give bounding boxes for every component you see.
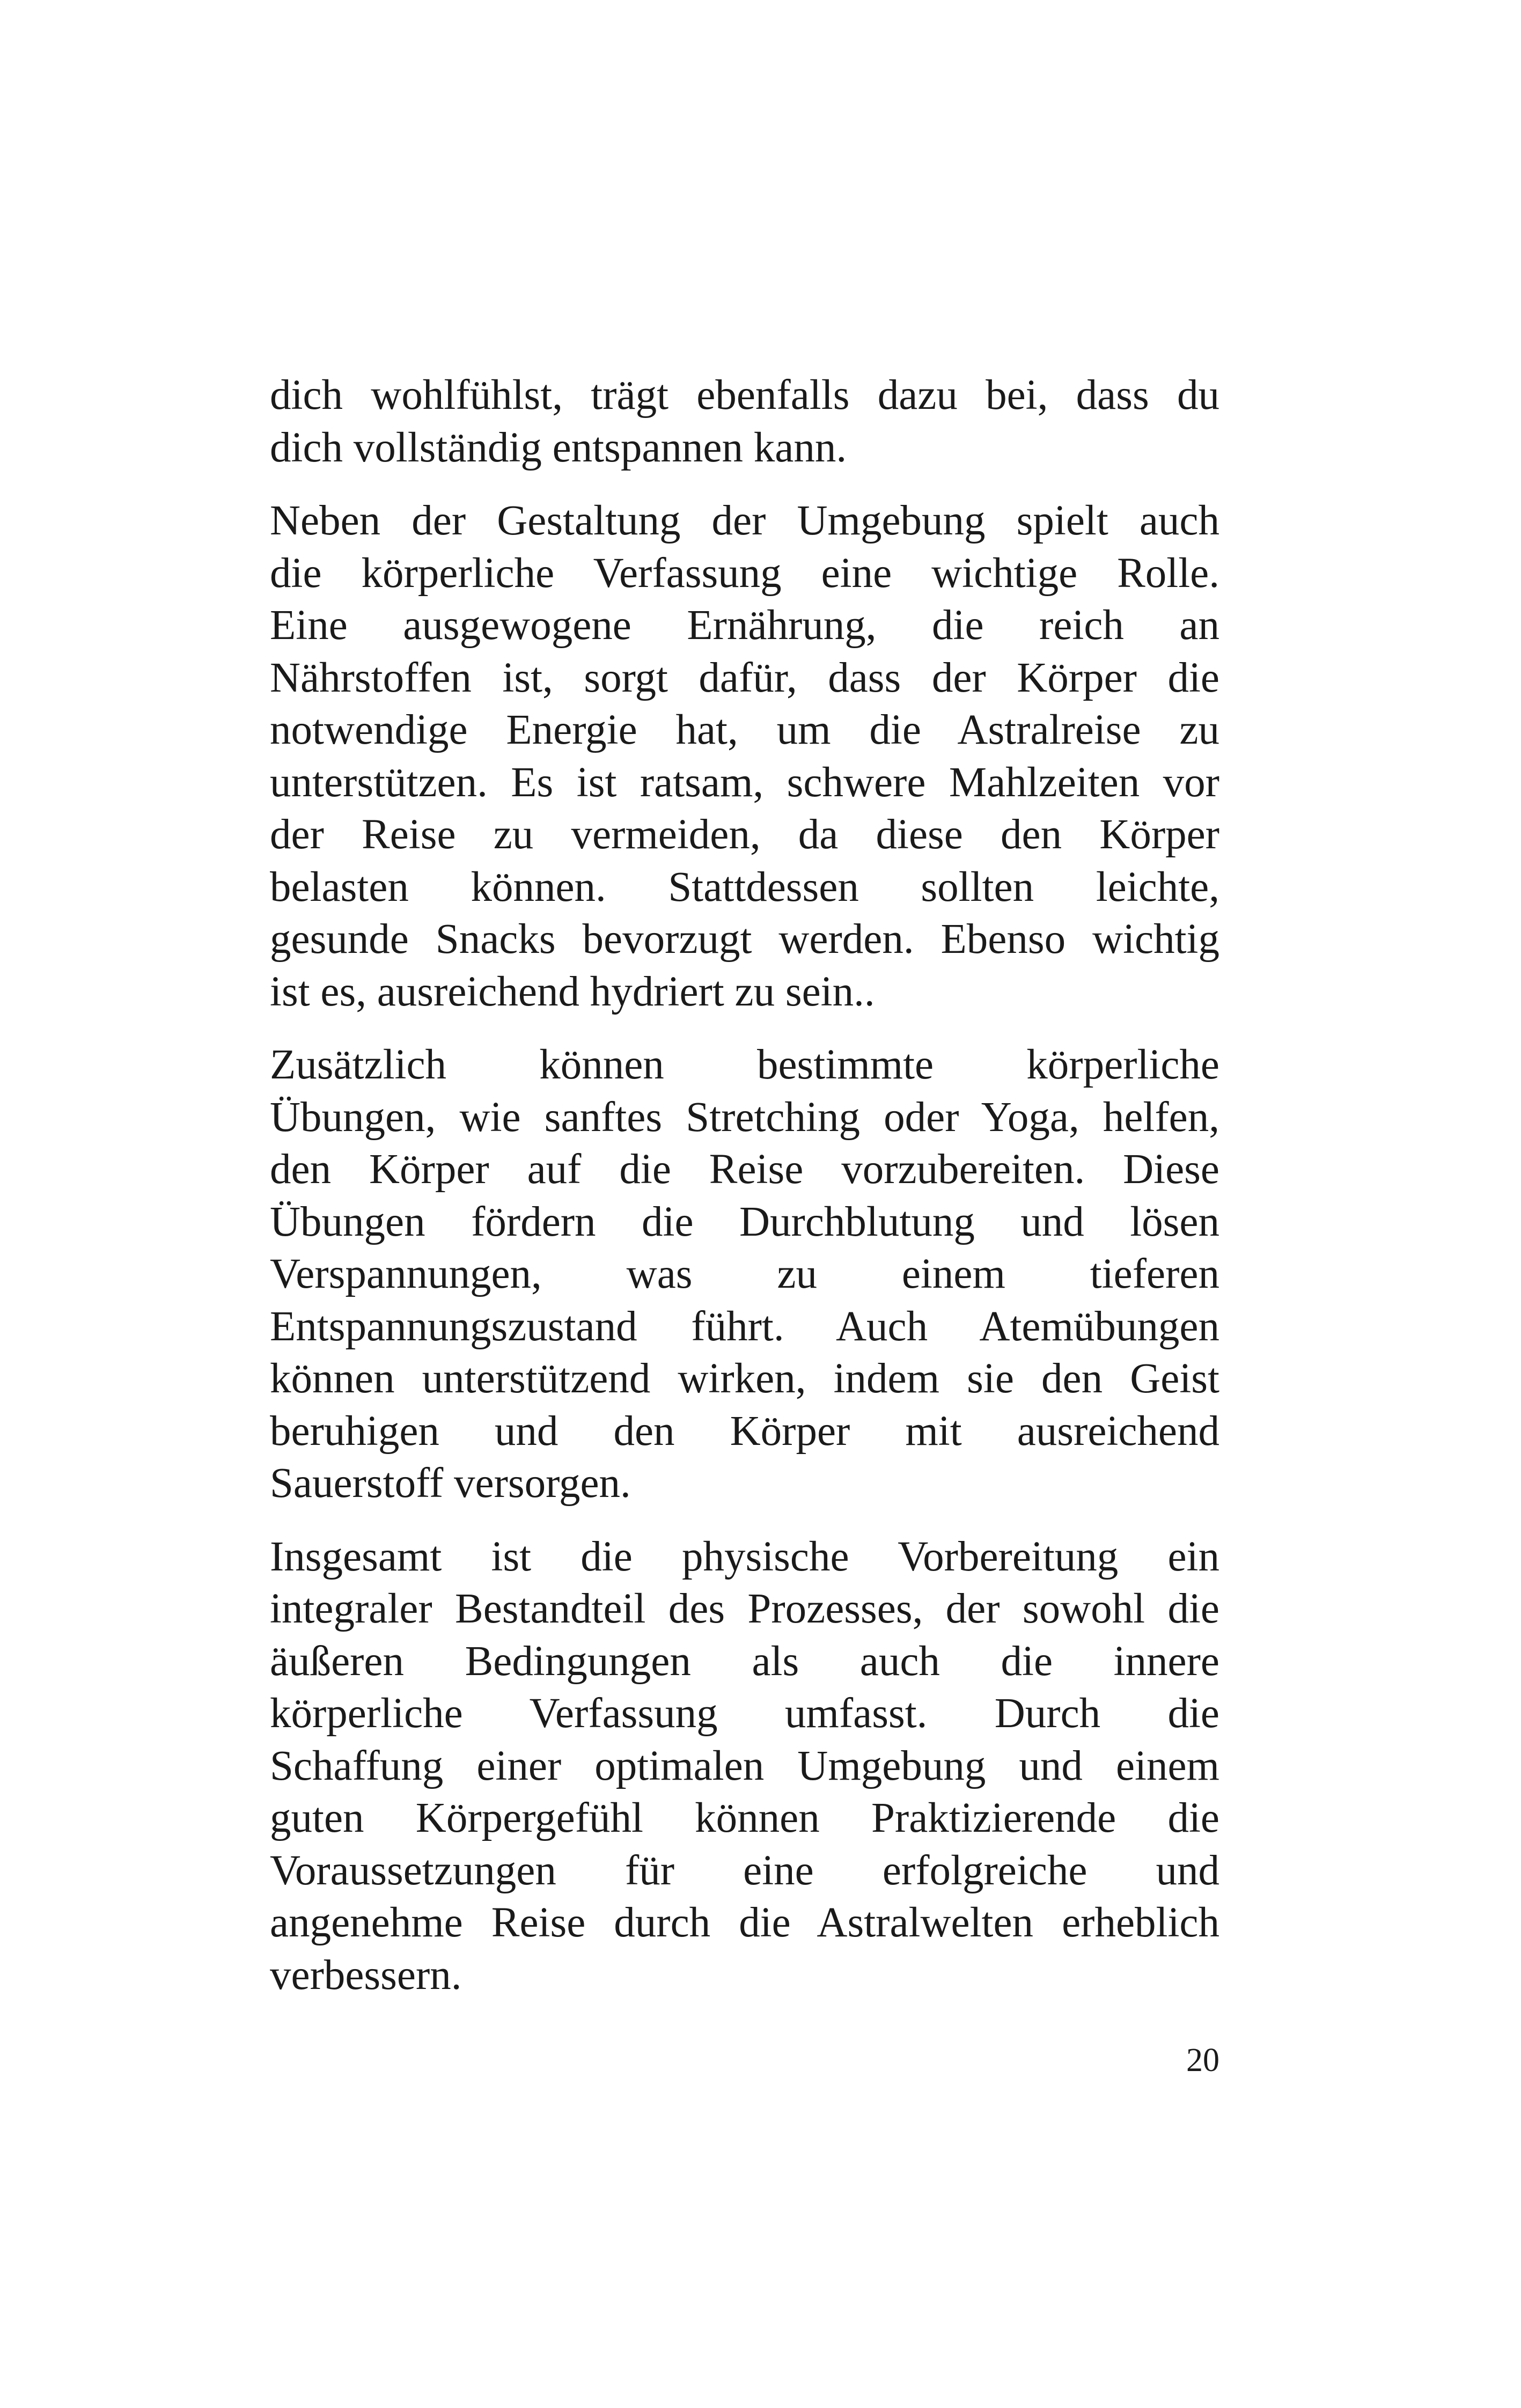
body-text: [270, 369, 1219, 2001]
text-line: unterstützen. Es ist ratsam, schwere Mahlzeiten vor: [270, 759, 1219, 806]
text-line: beruhigen und den Körper mit ausreichend: [270, 1407, 1219, 1455]
text-line: die körperliche Verfassung eine wichtige Rolle.: [270, 549, 1219, 597]
text-line: der Reise zu vermeiden, da diese den Körper: [270, 811, 1219, 858]
text-line: den Körper auf die Reise vorzubereiten. Diese: [270, 1146, 1219, 1193]
text-line: Insgesamt ist die physische Vorbereitung ein: [270, 1533, 1219, 1580]
text-line: Nährstoffen ist, sorgt dafür, dass der Körper die: [270, 654, 1219, 701]
text-line: Entspannungszustand führt. Auch Atemübungen: [270, 1303, 1219, 1350]
text-line: Verspannungen, was zu einem tieferen: [270, 1251, 1219, 1297]
text-line: Übungen, wie sanftes Stretching oder Yoga, helfen,: [270, 1093, 1219, 1141]
text-line: Voraussetzungen für eine erfolgreiche und: [270, 1847, 1219, 1894]
paragraph: [270, 1039, 1219, 1510]
text-line: Schaffung einer optimalen Umgebung und einem: [270, 1742, 1219, 1789]
text-line: dich wohlfühlst, trägt ebenfalls dazu bei, dass du: [270, 372, 1219, 419]
text-line: verbessern.: [270, 1951, 462, 1999]
text-line: gesunde Snacks bevorzugt werden. Ebenso wichtig: [270, 916, 1219, 963]
text-line: guten Körpergefühl können Praktizierende die: [270, 1795, 1219, 1841]
text-line: körperliche Verfassung umfasst. Durch die: [270, 1690, 1219, 1737]
page-number: 20: [1186, 2042, 1219, 2079]
paragraph: [270, 369, 1219, 474]
text-line: belasten können. Stattdessen sollten leichte,: [270, 863, 1219, 911]
text-line: Neben der Gestaltung der Umgebung spielt auch: [270, 497, 1219, 544]
text-line: äußeren Bedingungen als auch die innere: [270, 1638, 1219, 1685]
paragraph: [270, 1531, 1219, 2002]
text-line: Zusätzlich können bestimmte körperliche: [270, 1041, 1219, 1088]
text-line: ist es, ausreichend hydriert zu sein..: [270, 968, 875, 1015]
paragraph: [270, 495, 1219, 1018]
text-line: notwendige Energie hat, um die Astralreise zu: [270, 707, 1219, 753]
text-line: Eine ausgewogene Ernährung, die reich an: [270, 602, 1219, 649]
text-line: angenehme Reise durch die Astralwelten erheblich: [270, 1899, 1219, 1946]
text-line: Übungen fördern die Durchblutung und lösen: [270, 1198, 1219, 1245]
text-line: integraler Bestandteil des Prozesses, der sowohl die: [270, 1585, 1219, 1632]
text-line: dich vollständig entspannen kann.: [270, 424, 847, 471]
text-line: Sauerstoff versorgen.: [270, 1460, 631, 1507]
text-line: können unterstützend wirken, indem sie den Geist: [270, 1355, 1219, 1402]
